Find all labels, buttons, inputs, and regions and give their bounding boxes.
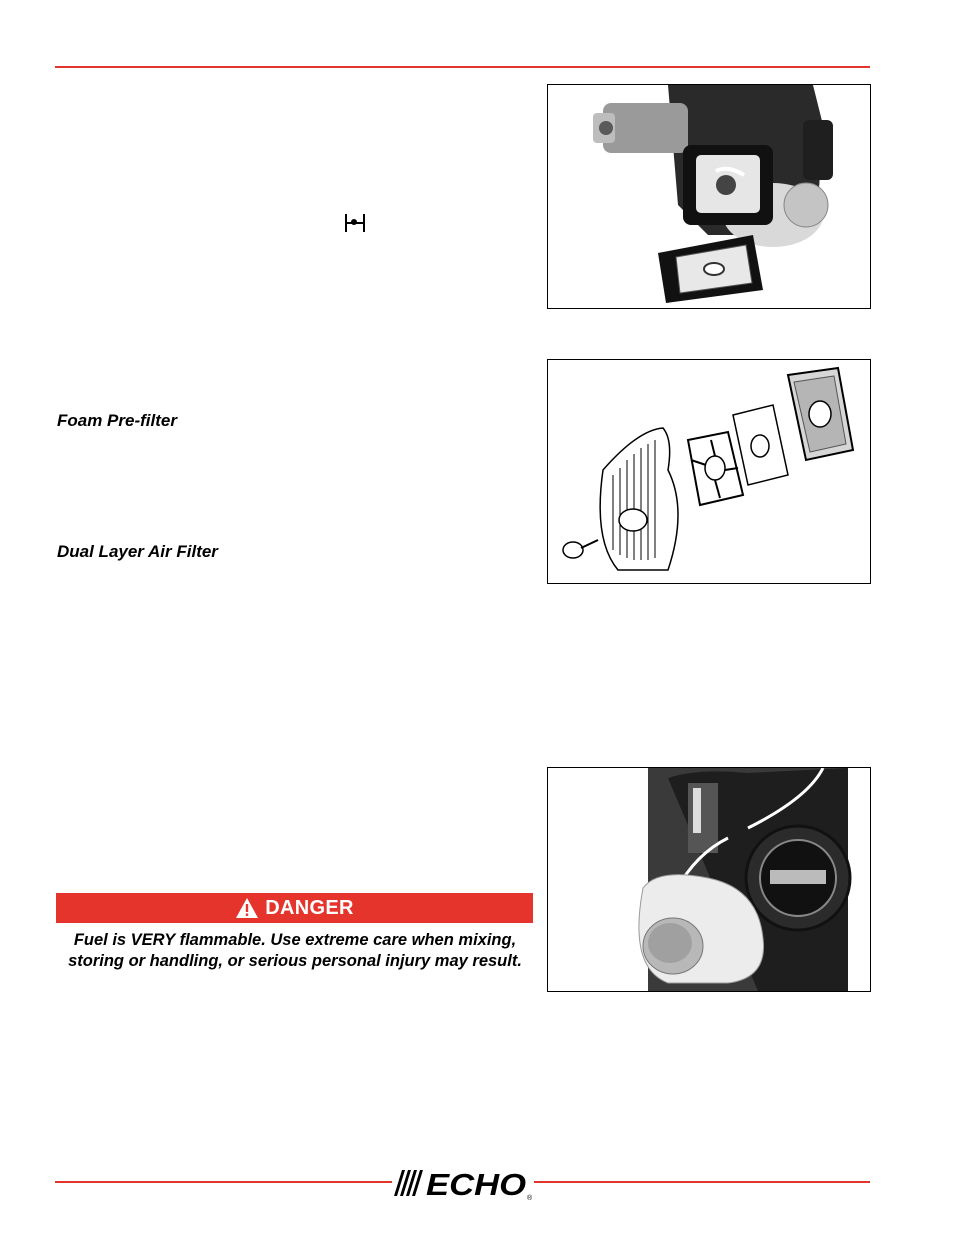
dual-layer-filter-label: Dual Layer Air Filter xyxy=(57,542,218,561)
echo-logo-text: ECHO xyxy=(426,1167,526,1202)
warning-triangle-icon xyxy=(235,897,259,919)
header-rule xyxy=(55,66,870,68)
foam-prefilter-label: Foam Pre-filter xyxy=(57,411,177,430)
footer-rule-left xyxy=(55,1181,392,1183)
figure-air-cleaner-cover xyxy=(547,84,871,309)
registered-mark: ® xyxy=(527,1195,533,1202)
danger-message xyxy=(54,930,536,972)
danger-message-line2: storing or handling, or serious personal injury may result. xyxy=(68,952,522,970)
figure-fuel-filter xyxy=(547,767,871,992)
choke-closed-icon xyxy=(343,211,367,235)
danger-message-line1: Fuel is VERY flammable. Use extreme care when mixing, xyxy=(73,931,517,949)
danger-title: DANGER xyxy=(265,896,354,919)
danger-banner xyxy=(56,893,533,923)
figure-filter-exploded xyxy=(547,359,871,584)
echo-logo xyxy=(392,1166,536,1202)
footer-rule-right xyxy=(534,1181,870,1183)
